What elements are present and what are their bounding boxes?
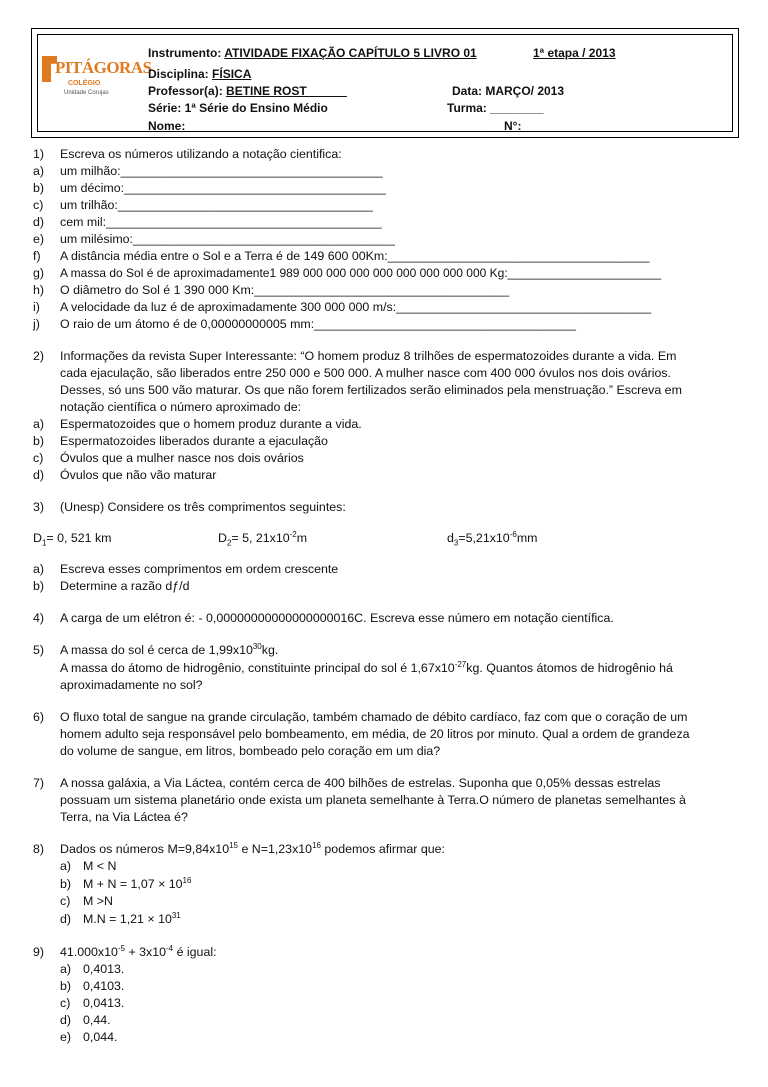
professor-value: BETINE ROST______ bbox=[226, 84, 347, 98]
q9-number: 9) bbox=[33, 945, 45, 959]
numero-field: N°: ___________ bbox=[504, 119, 599, 133]
q1-item-text: A velocidade da luz é de aproximadamente 300 000 000 m/s:_____________________________________ bbox=[60, 300, 652, 314]
data-field: Data: MARÇO/ 2013 bbox=[452, 84, 565, 98]
q7-text-line: possuam um sistema planetário onde exista um planeta semelhante à Terra.O número de planetas semelhantes à bbox=[60, 793, 686, 807]
q2-item-label: d) bbox=[33, 468, 45, 482]
q8-number: 8) bbox=[33, 842, 45, 856]
q1-text: Escreva os números utilizando a notação cientifica: bbox=[60, 147, 342, 161]
q6-text-line: homem adulto seja responsável pelo bombeamento, em média, de 20 litros por minuto. Qual a ordem de grandeza bbox=[60, 727, 690, 741]
q7-text-line: Terra, na Via Láctea é? bbox=[60, 810, 188, 824]
q1-item-label: a) bbox=[33, 164, 45, 178]
q2-item-text: Óvulos que não vão maturar bbox=[60, 468, 217, 482]
q8-option-text: M >N bbox=[83, 894, 113, 908]
q3-d1: $D_1= 0$, 521 km bbox=[33, 531, 112, 548]
q8-option-label: d) bbox=[60, 912, 72, 926]
q9-option-label: d) bbox=[60, 1013, 72, 1027]
q2-text-line: cada ejaculação, são liberados entre 250 000 e 500 000. A mulher nasce com 400 000 óvulos nos dois ovários. bbox=[60, 366, 671, 380]
q2-number: 2) bbox=[33, 349, 45, 363]
q9-text: $41.000x10^{-5} + 3x10^{-4}$ é igual: bbox=[60, 943, 217, 959]
q2-item-label: b) bbox=[33, 434, 45, 448]
q8-option-label: a) bbox=[60, 859, 72, 873]
q6-number: 6) bbox=[33, 710, 45, 724]
q9-option-text: 0,044. bbox=[83, 1030, 118, 1044]
q1-item-label: h) bbox=[33, 283, 45, 297]
school-logo bbox=[42, 52, 152, 112]
logo-subtitle: COLÉGIO bbox=[68, 80, 101, 87]
q1-item-label: f) bbox=[33, 249, 41, 263]
q9-option-text: 0,0413. bbox=[83, 996, 125, 1010]
instrumento-value: ATIVIDADE FIXAÇÃO CAPÍTULO 5 LIVRO 01 bbox=[224, 46, 477, 60]
nome-field: Nome: ____________________________________________ bbox=[148, 119, 483, 133]
q1-item-text: um milésimo:______________________________________ bbox=[60, 232, 395, 246]
q9-option-label: c) bbox=[60, 996, 71, 1010]
logo-brand: PITÁGORAS bbox=[55, 58, 152, 77]
q1-number: 1) bbox=[33, 147, 45, 161]
q2-text-line: Informações da revista Super Interessante: “O homem produz 8 trilhões de espermatozoides durante a vida. Em bbox=[60, 349, 677, 363]
q2-item-text: Óvulos que a mulher nasce nos dois ovários bbox=[60, 451, 304, 465]
q8-option-label: c) bbox=[60, 894, 71, 908]
etapa: 1ª etapa / 2013 bbox=[533, 46, 616, 60]
q1-item-label: d) bbox=[33, 215, 45, 229]
q2-text-line: notação científica o número aproximado de: bbox=[60, 400, 302, 414]
q9-option-text: 0,44. bbox=[83, 1013, 111, 1027]
q6-text-line: do volume de sangue, em litros, bombeado pelo coração em um dia? bbox=[60, 744, 441, 758]
header-box bbox=[31, 28, 739, 138]
q5-line3: aproximadamente no sol? bbox=[60, 678, 203, 692]
q3-item-text: Escreva esses comprimentos em ordem crescente bbox=[60, 562, 339, 576]
q1-item-label: e) bbox=[33, 232, 45, 246]
turma-field: Turma: ________ bbox=[447, 101, 544, 115]
instrumento-line: Instrumento: ATIVIDADE FIXAÇÃO CAPÍTULO 5 LIVRO 01 bbox=[148, 46, 477, 60]
q8-text: Dados os números $M=9,84x10^{15}$ e $N=1,23x10^{16}$ podemos afirmar que: bbox=[60, 840, 445, 856]
q1-item-text: A distância média entre o Sol e a Terra é de 149 600 00Km:______________________________________ bbox=[60, 249, 650, 263]
q6-text-line: O fluxo total de sangue na grande circulação, também chamado de débito cardíaco, faz com que o coração de um bbox=[60, 710, 688, 724]
q1-item-label: j) bbox=[33, 317, 40, 331]
q2-item-text: Espermatozoides liberados durante a ejaculação bbox=[60, 434, 328, 448]
q9-option-label: a) bbox=[60, 962, 72, 976]
q8-option-label: b) bbox=[60, 877, 72, 891]
q3-item-label: a) bbox=[33, 562, 45, 576]
q1-item-text: O raio de um átomo é de 0,00000000005 mm:______________________________________ bbox=[60, 317, 577, 331]
q5-number: 5) bbox=[33, 643, 45, 657]
q4-text: A carga de um elétron é: - 0,00000000000000000016C. Escreva esse número em notação científica. bbox=[60, 611, 614, 625]
q3-d2: $D_2= 5$, $21x10^{-2}m$ bbox=[218, 529, 308, 548]
q2-item-label: c) bbox=[33, 451, 44, 465]
q5-line1: A massa do sol é cerca de $1,99x10^{30}kg$. bbox=[60, 641, 279, 657]
q3-text: (Unesp) Considere os três comprimentos seguintes: bbox=[60, 500, 346, 514]
serie-field: Série: 1ª Série do Ensino Médio bbox=[148, 101, 328, 115]
q3-number: 3) bbox=[33, 500, 45, 514]
q2-item-label: a) bbox=[33, 417, 45, 431]
q1-item-text: um milhão:______________________________________ bbox=[60, 164, 383, 178]
logo-unit: Unidade Corujas bbox=[64, 90, 109, 96]
q2-item-text: Espermatozoides que o homem produz durante a vida. bbox=[60, 417, 362, 431]
q1-item-label: c) bbox=[33, 198, 44, 212]
q1-item-label: b) bbox=[33, 181, 45, 195]
q8-option-text: M < N bbox=[83, 859, 117, 873]
q9-option-label: b) bbox=[60, 979, 72, 993]
q3-item-label: b) bbox=[33, 579, 45, 593]
q1-item-text: cem mil:________________________________________ bbox=[60, 215, 382, 229]
q9-option-text: 0,4103. bbox=[83, 979, 125, 993]
q1-item-text: um décimo:______________________________________ bbox=[60, 181, 386, 195]
q9-option-label: e) bbox=[60, 1030, 72, 1044]
q7-number: 7) bbox=[33, 776, 45, 790]
q3-item-text: Determine a razão dƒ/d bbox=[60, 579, 190, 593]
q1-item-label: i) bbox=[33, 300, 40, 314]
q1-item-label: g) bbox=[33, 266, 45, 280]
q3-d3: $d_3=5,21x10^{-6}mm$ bbox=[447, 529, 538, 548]
q1-item-text: O diâmetro do Sol é 1 390 000 Km:_____________________________________ bbox=[60, 283, 510, 297]
professor-line: Professor(a): BETINE ROST______ bbox=[148, 84, 347, 98]
q5-line2: A massa do átomo de hidrogênio, constituinte principal do sol é $1,67x10^{-27}kg$. Quantos átomos de hidrogênio há bbox=[60, 659, 673, 675]
q4-number: 4) bbox=[33, 611, 45, 625]
q1-item-text: A massa do Sol é de aproximadamente1 989 000 000 000 000 000 000 000 000 Kg:_______________________ bbox=[60, 266, 662, 280]
q8-option-text: $M + N = 1,07 \times 10^{16}$ bbox=[83, 875, 192, 891]
disciplina-line: Disciplina: FÍSICA bbox=[148, 67, 252, 81]
q7-text-line: A nossa galáxia, a Via Láctea, contém cerca de 400 bilhões de estrelas. Suponha que 0,05% dessas estrelas bbox=[60, 776, 661, 790]
q8-option-text: $M.N = 1,21 \times 10^{31}$ bbox=[83, 910, 181, 926]
q1-item-text: um trilhão:_____________________________________ bbox=[60, 198, 373, 212]
q2-text-line: Desses, só uns 500 vão maturar. Os que não forem fertilizados serão eliminados pela menstruação.” Escreva em bbox=[60, 383, 682, 397]
q9-option-text: 0,4013. bbox=[83, 962, 125, 976]
disciplina-value: FÍSICA bbox=[212, 67, 252, 81]
